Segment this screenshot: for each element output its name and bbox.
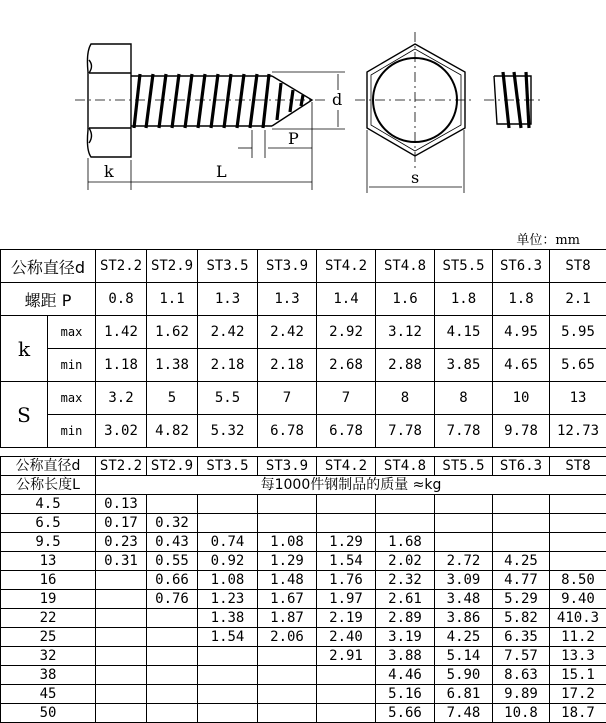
mass-cell: [198, 704, 258, 723]
s-min-label: min: [48, 415, 96, 448]
size-cell: ST2.2: [96, 250, 147, 283]
mass-row: [1, 685, 606, 704]
length-cell: 4.5: [1, 495, 96, 514]
mass-cell: [435, 514, 493, 533]
mass-cell: 5.16: [376, 685, 435, 704]
mass-cell: [317, 495, 376, 514]
nominal-diameter-label: 公称直径d: [1, 457, 96, 476]
nominal-length-label: 公称长度L: [1, 476, 96, 495]
k-max-label: max: [48, 316, 96, 349]
s-min-cell: 3.02: [96, 415, 147, 448]
mass-cell: 5.82: [493, 609, 550, 628]
s-max-row: [1, 382, 606, 415]
size-cell: ST3.9: [258, 457, 317, 476]
mass-cell: [258, 514, 317, 533]
dimension-table: [0, 249, 606, 448]
s-min-row: [1, 415, 606, 448]
mass-cell: [147, 685, 198, 704]
mass-cell: 1.23: [198, 590, 258, 609]
mass-cell: 0.74: [198, 533, 258, 552]
mass-cell: 5.66: [376, 704, 435, 723]
mass-cell: 0.66: [147, 571, 198, 590]
size-cell: ST8: [550, 250, 606, 283]
size-cell: ST8: [550, 457, 606, 476]
mass-cell: [147, 609, 198, 628]
mass-cell: 13.3: [550, 647, 606, 666]
mass-cell: 5.29: [493, 590, 550, 609]
mass-cell: 410.3: [550, 609, 606, 628]
mass-cell: [198, 514, 258, 533]
mass-row: [1, 533, 606, 552]
s-max-cell: 10: [493, 382, 550, 415]
s-max-cell: 7: [317, 382, 376, 415]
mass-cell: [317, 666, 376, 685]
mass-cell: [493, 495, 550, 514]
mass-cell: [435, 533, 493, 552]
k-min-label: min: [48, 349, 96, 382]
k-min-cell: 3.85: [435, 349, 493, 382]
mass-cell: 3.86: [435, 609, 493, 628]
mass-cell: 6.81: [435, 685, 493, 704]
mass-cell: 2.02: [376, 552, 435, 571]
mass-cell: 9.40: [550, 590, 606, 609]
k-max-cell: 1.42: [96, 316, 147, 349]
length-cell: 6.5: [1, 514, 96, 533]
mass-cell: 8.50: [550, 571, 606, 590]
mass-cell: 2.91: [317, 647, 376, 666]
mass-row: [1, 647, 606, 666]
mass-cell: [96, 628, 147, 647]
length-cell: 45: [1, 685, 96, 704]
k-max-cell: 2.92: [317, 316, 376, 349]
size-header-row: [1, 250, 606, 283]
size-cell: ST4.8: [376, 250, 435, 283]
size-cell: ST5.5: [435, 457, 493, 476]
mass-cell: 3.19: [376, 628, 435, 647]
k-min-cell: 2.68: [317, 349, 376, 382]
mass-cell: 1.87: [258, 609, 317, 628]
length-cell: 50: [1, 704, 96, 723]
mass-cell: 7.57: [493, 647, 550, 666]
thread-detail-view: [484, 72, 543, 128]
mass-row: [1, 666, 606, 685]
s-min-cell: 5.32: [198, 415, 258, 448]
s-max-cell: 5: [147, 382, 198, 415]
mass-cell: [550, 533, 606, 552]
s-max-cell: 5.5: [198, 382, 258, 415]
length-cell: 38: [1, 666, 96, 685]
s-max-cell: 7: [258, 382, 317, 415]
length-cell: 16: [1, 571, 96, 590]
mass-cell: 2.61: [376, 590, 435, 609]
mass-cell: 1.08: [198, 571, 258, 590]
mass-cell: [258, 647, 317, 666]
mass-cell: 2.32: [376, 571, 435, 590]
s-max-cell: 8: [435, 382, 493, 415]
mass-cell: [96, 647, 147, 666]
mass-row: [1, 609, 606, 628]
mass-row: [1, 704, 606, 723]
mass-cell: 11.2: [550, 628, 606, 647]
unit-label: 单位：mm: [516, 229, 580, 248]
dim-label-k: k: [104, 162, 114, 181]
mass-cell: 3.88: [376, 647, 435, 666]
mass-cell: [435, 495, 493, 514]
s-min-cell: 4.82: [147, 415, 198, 448]
mass-cell: [147, 647, 198, 666]
mass-size-header-row: [1, 457, 606, 476]
k-min-cell: 4.65: [493, 349, 550, 382]
dim-label-L: L: [216, 162, 227, 181]
mass-cell: [258, 495, 317, 514]
mass-cell: 3.09: [435, 571, 493, 590]
size-cell: ST3.5: [198, 250, 258, 283]
mass-cell: 1.29: [258, 552, 317, 571]
mass-cell: 7.48: [435, 704, 493, 723]
length-cell: 32: [1, 647, 96, 666]
mass-row: [1, 514, 606, 533]
size-cell: ST2.9: [147, 250, 198, 283]
k-max-cell: 4.15: [435, 316, 493, 349]
s-max-cell: 8: [376, 382, 435, 415]
mass-cell: 17.2: [550, 685, 606, 704]
mass-cell: [550, 495, 606, 514]
size-cell: ST3.5: [198, 457, 258, 476]
mass-cell: [96, 685, 147, 704]
pitch-cell: 1.4: [317, 283, 376, 316]
mass-cell: [96, 609, 147, 628]
mass-cell: [258, 704, 317, 723]
s-label: S: [1, 382, 48, 448]
length-cell: 9.5: [1, 533, 96, 552]
size-cell: ST5.5: [435, 250, 493, 283]
mass-cell: 18.7: [550, 704, 606, 723]
mass-row: [1, 495, 606, 514]
mass-cell: [147, 628, 198, 647]
mass-cell: [493, 533, 550, 552]
k-max-cell: 3.12: [376, 316, 435, 349]
size-cell: ST4.2: [317, 457, 376, 476]
mass-cell: [376, 495, 435, 514]
mass-row: [1, 552, 606, 571]
k-max-cell: 4.95: [493, 316, 550, 349]
mass-cell: 1.48: [258, 571, 317, 590]
mass-cell: [96, 666, 147, 685]
mass-subheader-row: [1, 476, 606, 495]
side-view: [75, 44, 345, 190]
length-cell: 13: [1, 552, 96, 571]
mass-cell: [550, 514, 606, 533]
s-min-cell: 9.78: [493, 415, 550, 448]
pitch-cell: 1.1: [147, 283, 198, 316]
mass-cell: [550, 552, 606, 571]
mass-cell: 10.8: [493, 704, 550, 723]
k-max-cell: 2.42: [258, 316, 317, 349]
size-cell: ST6.3: [493, 457, 550, 476]
mass-cell: [96, 704, 147, 723]
s-min-cell: 6.78: [258, 415, 317, 448]
s-min-cell: 7.78: [435, 415, 493, 448]
mass-cell: 1.54: [198, 628, 258, 647]
mass-cell: [147, 495, 198, 514]
k-min-row: [1, 349, 606, 382]
mass-cell: 1.97: [317, 590, 376, 609]
mass-cell: 0.31: [96, 552, 147, 571]
k-min-cell: 2.88: [376, 349, 435, 382]
size-cell: ST6.3: [493, 250, 550, 283]
length-cell: 19: [1, 590, 96, 609]
mass-cell: [198, 666, 258, 685]
k-min-cell: 2.18: [258, 349, 317, 382]
mass-cell: 1.38: [198, 609, 258, 628]
mass-cell: 4.25: [493, 552, 550, 571]
hex-tapping-screw-drawing: [0, 0, 606, 200]
s-max-cell: 13: [550, 382, 606, 415]
mass-cell: 4.77: [493, 571, 550, 590]
k-min-cell: 5.65: [550, 349, 606, 382]
mass-cell: 0.32: [147, 514, 198, 533]
size-cell: ST4.8: [376, 457, 435, 476]
mass-cell: [198, 495, 258, 514]
mass-cell: 4.25: [435, 628, 493, 647]
mass-cell: 1.76: [317, 571, 376, 590]
pitch-cell: 0.8: [96, 283, 147, 316]
mass-note: 每1000件钢制品的质量 ≈kg: [96, 476, 606, 495]
s-max-label: max: [48, 382, 96, 415]
mass-cell: 2.40: [317, 628, 376, 647]
mass-cell: [376, 514, 435, 533]
pitch-cell: 1.8: [435, 283, 493, 316]
mass-cell: [317, 514, 376, 533]
mass-cell: 0.17: [96, 514, 147, 533]
s-min-cell: 7.78: [376, 415, 435, 448]
pitch-cell: 1.8: [493, 283, 550, 316]
mass-row: [1, 590, 606, 609]
size-cell: ST3.9: [258, 250, 317, 283]
mass-cell: 0.76: [147, 590, 198, 609]
pitch-cell: 1.3: [198, 283, 258, 316]
size-cell: ST2.9: [147, 457, 198, 476]
mass-cell: 0.55: [147, 552, 198, 571]
mass-cell: 2.06: [258, 628, 317, 647]
mass-cell: 2.72: [435, 552, 493, 571]
mass-cell: [198, 685, 258, 704]
dim-label-P: P: [288, 129, 299, 148]
k-max-cell: 1.62: [147, 316, 198, 349]
mass-cell: 1.67: [258, 590, 317, 609]
mass-cell: 4.46: [376, 666, 435, 685]
mass-cell: 9.89: [493, 685, 550, 704]
nominal-diameter-label: 公称直径d: [1, 250, 96, 283]
mass-cell: 2.19: [317, 609, 376, 628]
mass-cell: 15.1: [550, 666, 606, 685]
size-cell: ST4.2: [317, 250, 376, 283]
k-min-cell: 2.18: [198, 349, 258, 382]
k-min-cell: 1.38: [147, 349, 198, 382]
k-max-row: [1, 316, 606, 349]
mass-cell: 2.89: [376, 609, 435, 628]
s-min-cell: 12.73: [550, 415, 606, 448]
pitch-cell: 2.1: [550, 283, 606, 316]
dim-label-s: s: [411, 168, 419, 187]
length-cell: 25: [1, 628, 96, 647]
k-max-cell: 5.95: [550, 316, 606, 349]
mass-cell: [258, 685, 317, 704]
pitch-cell: 1.6: [376, 283, 435, 316]
k-min-cell: 1.18: [96, 349, 147, 382]
mass-cell: [96, 571, 147, 590]
mass-cell: 3.48: [435, 590, 493, 609]
mass-cell: 0.92: [198, 552, 258, 571]
pitch-label: 螺距 P: [1, 283, 96, 316]
mass-cell: [147, 704, 198, 723]
pitch-row: [1, 283, 606, 316]
mass-cell: 1.68: [376, 533, 435, 552]
mass-cell: [317, 704, 376, 723]
mass-cell: 1.54: [317, 552, 376, 571]
size-cell: ST2.2: [96, 457, 147, 476]
mass-cell: [258, 666, 317, 685]
pitch-cell: 1.3: [258, 283, 317, 316]
mass-row: [1, 571, 606, 590]
mass-cell: [147, 666, 198, 685]
mass-cell: 6.35: [493, 628, 550, 647]
mass-table: [0, 456, 606, 723]
mass-cell: 1.29: [317, 533, 376, 552]
mass-row: [1, 628, 606, 647]
s-min-cell: 6.78: [317, 415, 376, 448]
k-label: k: [1, 316, 48, 382]
mass-cell: [198, 647, 258, 666]
mass-cell: [493, 514, 550, 533]
mass-cell: [317, 685, 376, 704]
mass-cell: 5.90: [435, 666, 493, 685]
mass-cell: 0.23: [96, 533, 147, 552]
mass-cell: 0.13: [96, 495, 147, 514]
mass-cell: 0.43: [147, 533, 198, 552]
length-cell: 22: [1, 609, 96, 628]
mass-cell: 8.63: [493, 666, 550, 685]
s-max-cell: 3.2: [96, 382, 147, 415]
mass-cell: [96, 590, 147, 609]
dim-label-d: d: [332, 90, 342, 109]
mass-cell: 5.14: [435, 647, 493, 666]
mass-cell: 1.08: [258, 533, 317, 552]
k-max-cell: 2.42: [198, 316, 258, 349]
